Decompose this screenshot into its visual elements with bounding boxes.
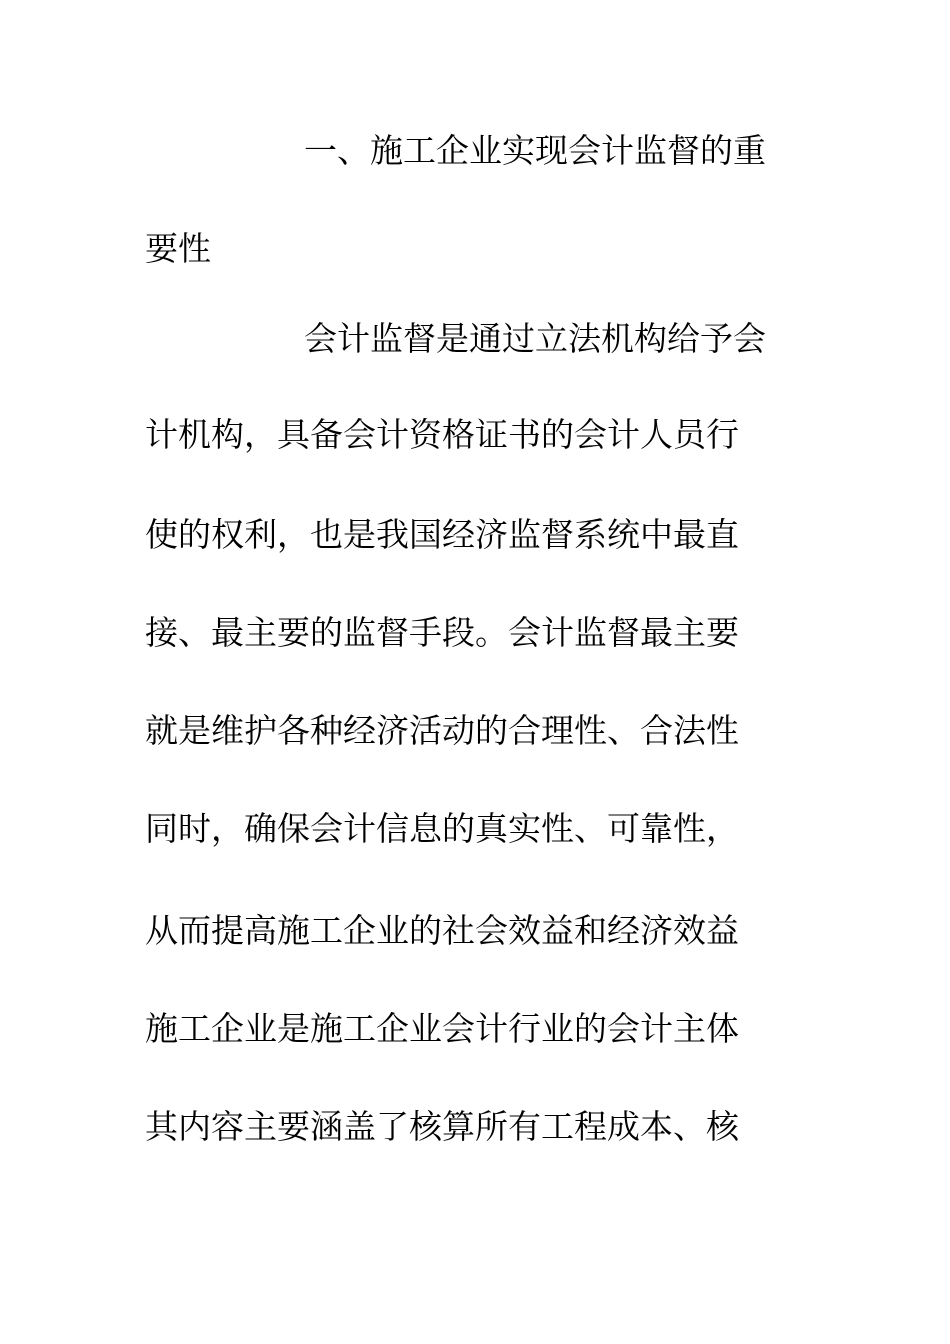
paragraph-line-8: 施工企业是施工企业会计行业的会计主体 — [145, 1009, 739, 1048]
section-heading-line-1: 一、施工企业实现会计监督的重 — [304, 131, 766, 170]
paragraph-line-6: 同时，确保会计信息的真实性、可靠性， — [145, 809, 739, 848]
paragraph-line-2: 计机构，具备会计资格证书的会计人员行 — [145, 415, 739, 454]
section-heading-line-2: 要性 — [145, 229, 211, 268]
paragraph-line-3: 使的权利，也是我国经济监督系统中最直 — [145, 515, 739, 554]
paragraph-line-7: 从而提高施工企业的社会效益和经济效益 — [145, 911, 739, 950]
paragraph-line-1: 会计监督是通过立法机构给予会 — [304, 319, 766, 358]
paragraph-line-9: 其内容主要涵盖了核算所有工程成本、核 — [145, 1107, 739, 1146]
paragraph-line-4: 接、最主要的监督手段。会计监督最主要 — [145, 613, 739, 652]
paragraph-line-5: 就是维护各种经济活动的合理性、合法性 — [145, 711, 739, 750]
